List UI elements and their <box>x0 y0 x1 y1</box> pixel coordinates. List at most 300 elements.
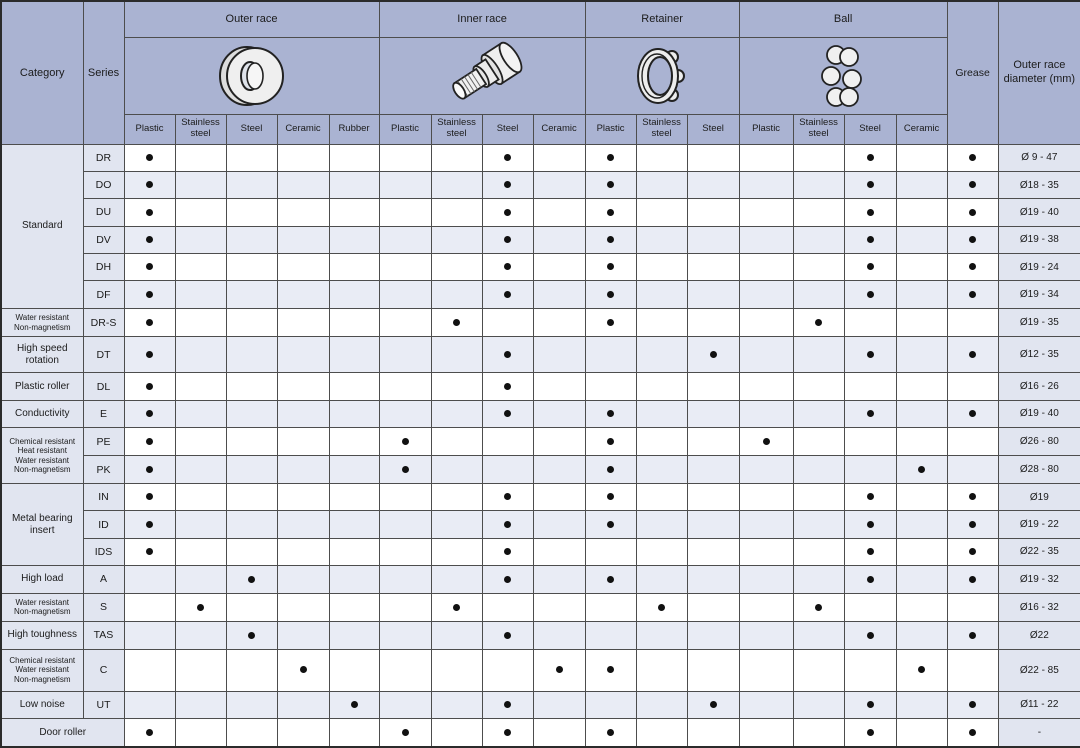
empty-cell <box>277 199 329 226</box>
empty-cell <box>844 308 896 337</box>
dot <box>867 410 874 417</box>
empty-cell <box>533 171 585 198</box>
empty-cell <box>431 337 482 373</box>
empty-cell <box>277 171 329 198</box>
empty-cell <box>844 593 896 622</box>
empty-cell <box>379 691 431 718</box>
empty-cell <box>124 622 175 649</box>
dot <box>351 701 358 708</box>
dot-cell-outer-plastic <box>124 199 175 226</box>
empty-cell <box>793 254 844 281</box>
dot-cell-grease <box>947 226 998 253</box>
dot <box>867 729 874 736</box>
empty-cell <box>431 254 482 281</box>
series-cell: C <box>83 649 124 691</box>
empty-cell <box>585 538 636 565</box>
diameter-cell: Ø19 - 32 <box>998 566 1080 593</box>
empty-cell <box>844 649 896 691</box>
empty-cell <box>947 308 998 337</box>
empty-cell <box>482 593 533 622</box>
empty-cell <box>277 456 329 484</box>
dot <box>146 410 153 417</box>
diameter-cell: Ø19 - 24 <box>998 254 1080 281</box>
material-header: Steel <box>226 114 277 144</box>
dot-cell-outer-plastic <box>124 719 175 747</box>
empty-cell <box>431 538 482 565</box>
dot-cell-ball-steel <box>844 226 896 253</box>
diameter-cell: Ø19 - 34 <box>998 281 1080 308</box>
dot <box>146 493 153 500</box>
dot <box>146 383 153 390</box>
material-header: Plastic <box>124 114 175 144</box>
dot-cell-outer-plastic <box>124 337 175 373</box>
dot-cell-retainer-plastic <box>585 400 636 427</box>
dot-cell-inner-steel <box>482 144 533 171</box>
empty-cell <box>533 337 585 373</box>
category-cell: Plastic roller <box>1 373 83 400</box>
dot <box>556 666 563 673</box>
empty-cell <box>226 691 277 718</box>
dot-cell-inner-steel <box>482 484 533 511</box>
dot <box>504 263 511 270</box>
empty-cell <box>687 226 739 253</box>
empty-cell <box>175 566 226 593</box>
dot <box>197 604 204 611</box>
empty-cell <box>739 649 793 691</box>
empty-cell <box>844 428 896 456</box>
empty-cell <box>431 511 482 538</box>
material-header: Ceramic <box>533 114 585 144</box>
empty-cell <box>329 400 379 427</box>
dot <box>969 701 976 708</box>
series-cell: UT <box>83 691 124 718</box>
dot-cell-grease <box>947 281 998 308</box>
inner-race-image-cell <box>379 37 585 114</box>
dot <box>146 548 153 555</box>
dot-cell-inner-ceramic <box>533 649 585 691</box>
diameter-cell: Ø11 - 22 <box>998 691 1080 718</box>
empty-cell <box>533 281 585 308</box>
series-cell: DR <box>83 144 124 171</box>
empty-cell <box>739 373 793 400</box>
empty-cell <box>379 337 431 373</box>
dot-cell-outer-plastic <box>124 538 175 565</box>
dot <box>146 236 153 243</box>
dot-cell-inner-steel <box>482 226 533 253</box>
empty-cell <box>687 281 739 308</box>
empty-cell <box>226 538 277 565</box>
empty-cell <box>844 456 896 484</box>
dot <box>504 291 511 298</box>
empty-cell <box>793 373 844 400</box>
empty-cell <box>533 144 585 171</box>
dot-cell-retainer-plastic <box>585 144 636 171</box>
empty-cell <box>687 400 739 427</box>
empty-cell <box>482 649 533 691</box>
dot-cell-ball-steel <box>844 566 896 593</box>
dot <box>867 263 874 270</box>
dot <box>969 632 976 639</box>
table-row <box>1 691 1080 718</box>
empty-cell <box>739 337 793 373</box>
series-cell: PE <box>83 428 124 456</box>
dot-cell-outer-plastic <box>124 254 175 281</box>
dot-cell-outer-plastic <box>124 456 175 484</box>
series-cell: DR-S <box>83 308 124 337</box>
dot <box>504 521 511 528</box>
empty-cell <box>896 484 947 511</box>
empty-cell <box>175 484 226 511</box>
empty-cell <box>896 719 947 747</box>
empty-cell <box>739 281 793 308</box>
retainer-image-cell <box>585 37 739 114</box>
dot <box>918 466 925 473</box>
dot <box>504 383 511 390</box>
empty-cell <box>277 691 329 718</box>
material-header: Plastic <box>379 114 431 144</box>
dot <box>918 666 925 673</box>
empty-cell <box>687 254 739 281</box>
empty-cell <box>687 428 739 456</box>
category-cell: Chemical resistant Water resistant Non-magnetism <box>1 649 83 691</box>
group-header-ball: Ball <box>739 1 947 37</box>
empty-cell <box>431 400 482 427</box>
empty-cell <box>636 566 687 593</box>
dot-cell-outer-plastic <box>124 428 175 456</box>
dot-cell-grease <box>947 400 998 427</box>
empty-cell <box>687 484 739 511</box>
empty-cell <box>379 373 431 400</box>
empty-cell <box>793 226 844 253</box>
empty-cell <box>482 308 533 337</box>
series-cell: A <box>83 566 124 593</box>
dot <box>607 209 614 216</box>
dot-cell-ball-steel <box>844 719 896 747</box>
empty-cell <box>379 593 431 622</box>
empty-cell <box>277 400 329 427</box>
empty-cell <box>533 199 585 226</box>
empty-cell <box>329 622 379 649</box>
group-header-outer-race: Outer race <box>124 1 379 37</box>
empty-cell <box>329 171 379 198</box>
empty-cell <box>226 144 277 171</box>
material-header: Stainless steel <box>636 114 687 144</box>
dot-cell-grease <box>947 511 998 538</box>
empty-cell <box>329 144 379 171</box>
dot <box>969 521 976 528</box>
dot-cell-retainer-plastic <box>585 171 636 198</box>
empty-cell <box>896 691 947 718</box>
empty-cell <box>277 254 329 281</box>
empty-cell <box>175 622 226 649</box>
material-header: Steel <box>482 114 533 144</box>
empty-cell <box>329 484 379 511</box>
diameter-cell: Ø19 - 40 <box>998 199 1080 226</box>
dot-cell-inner-steel <box>482 538 533 565</box>
empty-cell <box>379 281 431 308</box>
empty-cell <box>687 373 739 400</box>
empty-cell <box>739 400 793 427</box>
dot <box>607 438 614 445</box>
dot-cell-ball-steel <box>844 171 896 198</box>
empty-cell <box>379 144 431 171</box>
category-cell: Door roller <box>1 719 124 747</box>
empty-cell <box>277 337 329 373</box>
dot <box>607 319 614 326</box>
empty-cell <box>896 199 947 226</box>
dot <box>607 576 614 583</box>
dot <box>146 263 153 270</box>
empty-cell <box>226 254 277 281</box>
empty-cell <box>636 511 687 538</box>
dot <box>969 410 976 417</box>
empty-cell <box>277 373 329 400</box>
empty-cell <box>175 337 226 373</box>
dot-cell-inner-steel <box>482 691 533 718</box>
empty-cell <box>636 649 687 691</box>
ball-image-cell <box>739 37 947 114</box>
dot-cell-grease <box>947 171 998 198</box>
table-row <box>1 649 1080 691</box>
category-cell: High load <box>1 566 83 593</box>
empty-cell <box>431 373 482 400</box>
empty-cell <box>636 226 687 253</box>
dot-cell-ball-stainless-steel <box>793 308 844 337</box>
dot-cell-grease <box>947 337 998 373</box>
empty-cell <box>793 538 844 565</box>
empty-cell <box>431 691 482 718</box>
table-row <box>1 622 1080 649</box>
dot <box>763 438 770 445</box>
diameter-cell: Ø26 - 80 <box>998 428 1080 456</box>
empty-cell <box>124 593 175 622</box>
dot-cell-retainer-plastic <box>585 199 636 226</box>
empty-cell <box>896 511 947 538</box>
empty-cell <box>896 428 947 456</box>
empty-cell <box>329 538 379 565</box>
dot <box>867 291 874 298</box>
dot <box>867 701 874 708</box>
empty-cell <box>896 373 947 400</box>
empty-cell <box>636 428 687 456</box>
empty-cell <box>793 199 844 226</box>
empty-cell <box>636 456 687 484</box>
material-header: Steel <box>687 114 739 144</box>
table-row <box>1 484 1080 511</box>
empty-cell <box>687 308 739 337</box>
empty-cell <box>329 566 379 593</box>
empty-cell <box>636 171 687 198</box>
dot <box>146 181 153 188</box>
empty-cell <box>739 511 793 538</box>
empty-cell <box>277 428 329 456</box>
dot-cell-ball-steel <box>844 281 896 308</box>
dot-cell-outer-plastic <box>124 484 175 511</box>
empty-cell <box>175 649 226 691</box>
empty-cell <box>793 456 844 484</box>
empty-cell <box>329 593 379 622</box>
dot <box>504 576 511 583</box>
empty-cell <box>124 566 175 593</box>
category-cell: Water resistant Non-magnetism <box>1 308 83 337</box>
empty-cell <box>226 484 277 511</box>
dot <box>607 493 614 500</box>
dot <box>504 632 511 639</box>
empty-cell <box>431 649 482 691</box>
empty-cell <box>533 511 585 538</box>
empty-cell <box>379 511 431 538</box>
empty-cell <box>636 373 687 400</box>
table-body <box>1 144 1080 747</box>
dot <box>402 729 409 736</box>
empty-cell <box>947 373 998 400</box>
empty-cell <box>739 691 793 718</box>
dot-cell-ball-steel <box>844 144 896 171</box>
empty-cell <box>277 593 329 622</box>
dot <box>453 319 460 326</box>
dot-cell-grease <box>947 719 998 747</box>
material-header: Ceramic <box>277 114 329 144</box>
empty-cell <box>379 538 431 565</box>
empty-cell <box>379 254 431 281</box>
empty-cell <box>124 649 175 691</box>
empty-cell <box>533 456 585 484</box>
empty-cell <box>277 719 329 747</box>
empty-cell <box>226 649 277 691</box>
dot <box>504 701 511 708</box>
empty-cell <box>636 484 687 511</box>
dot <box>402 438 409 445</box>
empty-cell <box>687 593 739 622</box>
empty-cell <box>277 144 329 171</box>
material-header: Steel <box>844 114 896 144</box>
empty-cell <box>636 400 687 427</box>
empty-cell <box>687 649 739 691</box>
diameter-cell: Ø 9 - 47 <box>998 144 1080 171</box>
table-row <box>1 171 1080 198</box>
dot-cell-ball-steel <box>844 538 896 565</box>
empty-cell <box>533 538 585 565</box>
dot-cell-ball-steel <box>844 400 896 427</box>
series-cell: DH <box>83 254 124 281</box>
empty-cell <box>793 649 844 691</box>
dot-cell-ball-steel <box>844 511 896 538</box>
dot-cell-outer-plastic <box>124 308 175 337</box>
outer-race-image-cell <box>124 37 379 114</box>
empty-cell <box>533 593 585 622</box>
dot-cell-grease <box>947 622 998 649</box>
category-cell: High toughness <box>1 622 83 649</box>
dot <box>969 209 976 216</box>
dot-cell-retainer-plastic <box>585 566 636 593</box>
empty-cell <box>226 199 277 226</box>
dot-cell-grease <box>947 199 998 226</box>
material-header: Stainless steel <box>793 114 844 144</box>
group-header-retainer: Retainer <box>585 1 739 37</box>
empty-cell <box>431 281 482 308</box>
empty-cell <box>739 254 793 281</box>
dot-cell-retainer-plastic <box>585 649 636 691</box>
series-cell: DT <box>83 337 124 373</box>
dot <box>146 466 153 473</box>
table-row <box>1 456 1080 484</box>
empty-cell <box>226 226 277 253</box>
empty-cell <box>379 484 431 511</box>
empty-cell <box>329 254 379 281</box>
dot-cell-inner-steel <box>482 400 533 427</box>
empty-cell <box>431 428 482 456</box>
dot <box>867 548 874 555</box>
dot-cell-outer-steel <box>226 566 277 593</box>
dot <box>504 493 511 500</box>
table-row <box>1 308 1080 337</box>
empty-cell <box>533 691 585 718</box>
dot <box>146 154 153 161</box>
empty-cell <box>226 511 277 538</box>
empty-cell <box>379 308 431 337</box>
empty-cell <box>636 691 687 718</box>
table-row <box>1 428 1080 456</box>
empty-cell <box>896 226 947 253</box>
empty-cell <box>277 511 329 538</box>
empty-cell <box>431 199 482 226</box>
empty-cell <box>175 254 226 281</box>
dot-cell-retainer-plastic <box>585 281 636 308</box>
empty-cell <box>687 171 739 198</box>
dot <box>969 351 976 358</box>
series-cell: DU <box>83 199 124 226</box>
dot <box>146 209 153 216</box>
dot <box>969 236 976 243</box>
dot <box>867 632 874 639</box>
material-header: Ceramic <box>896 114 947 144</box>
empty-cell <box>585 373 636 400</box>
empty-cell <box>277 566 329 593</box>
dot-cell-outer-plastic <box>124 144 175 171</box>
dot <box>248 632 255 639</box>
dot-cell-outer-plastic <box>124 281 175 308</box>
dot <box>504 729 511 736</box>
empty-cell <box>585 691 636 718</box>
material-header: Plastic <box>585 114 636 144</box>
dot-cell-ball-ceramic <box>896 649 947 691</box>
empty-cell <box>329 649 379 691</box>
empty-cell <box>739 199 793 226</box>
table-row <box>1 226 1080 253</box>
dot-cell-ball-steel <box>844 199 896 226</box>
empty-cell <box>226 373 277 400</box>
empty-cell <box>226 171 277 198</box>
dot <box>867 576 874 583</box>
dot <box>300 666 307 673</box>
empty-cell <box>277 622 329 649</box>
empty-cell <box>329 308 379 337</box>
empty-cell <box>175 226 226 253</box>
empty-cell <box>379 566 431 593</box>
diameter-cell: Ø12 - 35 <box>998 337 1080 373</box>
empty-cell <box>226 719 277 747</box>
empty-cell <box>379 226 431 253</box>
empty-cell <box>793 511 844 538</box>
table-row <box>1 337 1080 373</box>
empty-cell <box>739 593 793 622</box>
dot <box>607 666 614 673</box>
dot-cell-outer-plastic <box>124 400 175 427</box>
category-cell: Water resistant Non-magnetism <box>1 593 83 622</box>
empty-cell <box>947 428 998 456</box>
dot-cell-ball-steel <box>844 254 896 281</box>
empty-cell <box>844 373 896 400</box>
